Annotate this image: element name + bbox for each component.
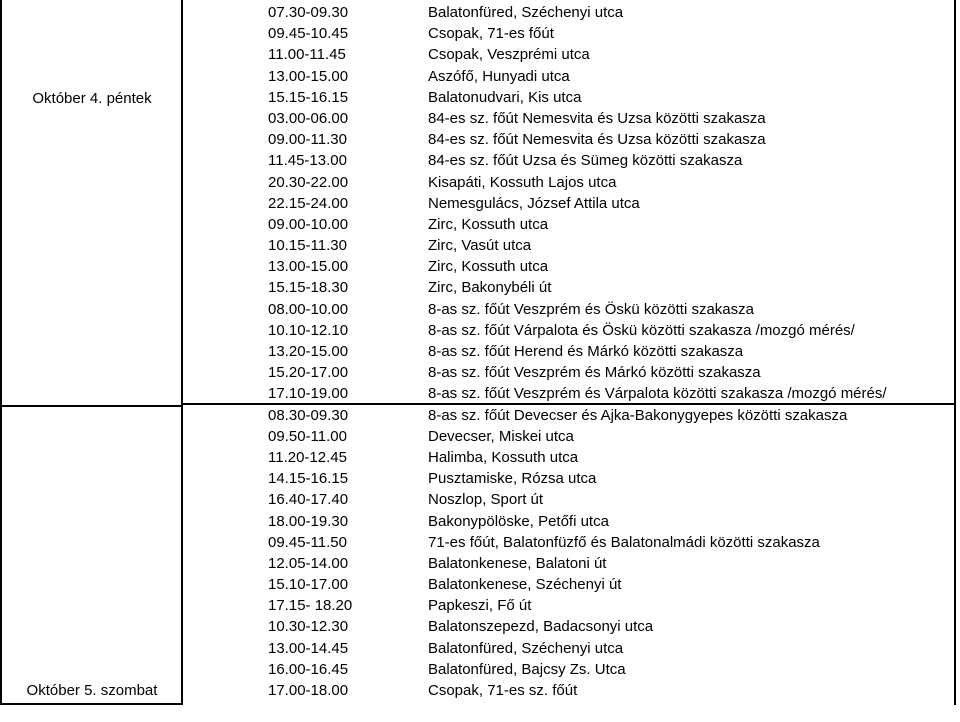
time-cell: 13.00-15.00 <box>268 258 349 276</box>
time-cell: 15.15-16.15 <box>268 88 349 106</box>
table-row <box>182 595 954 616</box>
location-cell: Balatonudvari, Kis utca <box>428 88 582 106</box>
schedule-rows <box>182 2 954 701</box>
table-row <box>182 616 954 637</box>
table-row <box>182 638 954 659</box>
time-cell: 14.15-16.15 <box>268 470 349 488</box>
table-row <box>182 659 954 680</box>
location-cell: Balatonfüred, Széchenyi utca <box>428 4 624 21</box>
location-cell: 8-as sz. főút Herend és Márkó közötti szakasza <box>428 343 744 360</box>
time-cell: 20.30-22.00 <box>268 173 349 191</box>
time-cell: 09.00-11.30 <box>268 131 347 149</box>
time-cell: 09.45-10.45 <box>268 25 349 43</box>
location-cell: Csopak, 71-es sz. főút <box>428 682 578 699</box>
time-cell: 18.00-19.30 <box>268 512 349 530</box>
table-row <box>182 447 954 468</box>
location-cell: Balatonkenese, Széchenyi út <box>428 576 622 594</box>
table-row <box>182 87 954 108</box>
location-cell: Balatonfüred, Széchenyi utca <box>428 639 624 657</box>
time-cell: 09.00-10.00 <box>268 215 349 233</box>
table-row <box>182 235 954 256</box>
table-row <box>182 108 954 129</box>
time-cell: 17.10-19.00 <box>268 385 349 403</box>
table-row <box>182 277 954 298</box>
time-cell: 17.00-18.00 <box>268 682 349 699</box>
location-cell: 8-as sz. főút Veszprém és Öskü közötti szakasza <box>428 300 754 318</box>
time-cell: 11.20-12.45 <box>268 448 347 466</box>
table-row <box>182 320 954 341</box>
location-cell: 84-es sz. főút Nemesvita és Uzsa közötti szakasza <box>428 131 766 149</box>
table-row <box>182 553 954 574</box>
table-row <box>182 489 954 510</box>
time-cell: 08.30-09.30 <box>268 406 349 424</box>
location-cell: 71-es főút, Balatonfüzfő és Balatonalmádi közötti szakasza <box>428 533 820 551</box>
location-cell: Csopak, Veszprémi utca <box>428 46 590 64</box>
location-cell: Nemesgulács, József Attila utca <box>428 194 640 212</box>
table-row <box>182 256 954 277</box>
location-cell: Balatonkenese, Balatoni út <box>428 554 607 572</box>
table-row <box>182 468 954 489</box>
table-row <box>182 405 954 426</box>
time-cell: 08.00-10.00 <box>268 300 349 318</box>
time-cell: 16.00-16.45 <box>268 660 349 678</box>
location-cell: Zirc, Kossuth utca <box>428 215 549 233</box>
time-cell: 11.45-13.00 <box>268 152 347 170</box>
time-cell: 13.00-15.00 <box>268 67 349 85</box>
location-cell: Csopak, 71-es főút <box>428 25 554 43</box>
location-cell: Balatonszepezd, Badacsonyi utca <box>428 618 654 636</box>
time-cell: 10.30-12.30 <box>268 618 349 636</box>
time-cell: 22.15-24.00 <box>268 194 349 212</box>
table-row <box>182 66 954 87</box>
location-cell: Halimba, Kossuth utca <box>428 448 579 466</box>
time-cell: 16.40-17.40 <box>268 491 349 509</box>
time-cell: 10.15-11.30 <box>268 237 347 255</box>
location-cell: Papkeszi, Fő út <box>428 597 532 615</box>
time-cell: 13.20-15.00 <box>268 343 349 360</box>
location-cell: Zirc, Bakonybéli út <box>428 279 552 297</box>
time-cell: 10.10-12.10 <box>268 321 349 339</box>
day-label-friday: Október 4. péntek <box>32 90 152 107</box>
table-row <box>182 129 954 150</box>
day-label-saturday: Október 5. szombat <box>26 682 158 699</box>
location-cell: 84-es sz. főút Nemesvita és Uzsa közötti szakasza <box>428 109 766 127</box>
location-cell: Aszófő, Hunyadi utca <box>428 67 570 85</box>
table-row <box>182 193 954 214</box>
location-cell: Bakonypölöske, Petőfi utca <box>428 512 609 530</box>
table-row <box>182 383 954 404</box>
time-cell: 11.00-11.45 <box>268 46 346 64</box>
time-cell: 03.00-06.00 <box>268 109 349 127</box>
location-cell: Devecser, Miskei utca <box>428 427 574 445</box>
table-row <box>182 511 954 532</box>
table-row <box>182 680 954 701</box>
location-cell: Noszlop, Sport út <box>428 491 544 509</box>
location-cell: Kisapáti, Kossuth Lajos utca <box>428 173 617 191</box>
time-cell: 12.05-14.00 <box>268 554 349 572</box>
table-row <box>182 574 954 595</box>
location-cell: Balatonfüred, Bajcsy Zs. Utca <box>428 660 626 678</box>
day-divider <box>0 405 183 407</box>
table-row <box>182 532 954 553</box>
time-cell: 07.30-09.30 <box>268 4 349 21</box>
time-cell: 15.15-18.30 <box>268 279 349 297</box>
time-cell: 09.45-11.50 <box>268 533 347 551</box>
location-cell: Pusztamiske, Rózsa utca <box>428 470 597 488</box>
location-cell: Zirc, Kossuth utca <box>428 258 549 276</box>
table-row <box>182 23 954 44</box>
time-cell: 09.50-11.00 <box>268 427 347 445</box>
location-cell: 8-as sz. főút Devecser és Ajka-Bakonygyepes közötti szakasza <box>428 406 848 424</box>
location-cell: 8-as sz. főút Várpalota és Öskü közötti szakasza /mozgó mérés/ <box>428 321 855 339</box>
time-cell: 15.10-17.00 <box>268 576 349 594</box>
table-row <box>182 2 954 23</box>
time-cell: 13.00-14.45 <box>268 639 349 657</box>
table-row <box>182 44 954 65</box>
location-cell: 8-as sz. főút Veszprém és Várpalota közötti szakasza /mozgó mérés/ <box>428 385 887 403</box>
time-cell: 17.15- 18.20 <box>268 597 353 615</box>
table-right-border <box>954 0 956 705</box>
location-cell: 84-es sz. főút Uzsa és Sümeg közötti szakasza <box>428 152 743 170</box>
location-cell: Zirc, Vasút utca <box>428 237 532 255</box>
table-row <box>182 299 954 320</box>
table-row <box>182 150 954 171</box>
table-row <box>182 341 954 362</box>
table-row <box>182 362 954 383</box>
table-row <box>182 426 954 447</box>
table-row <box>182 214 954 235</box>
time-cell: 15.20-17.00 <box>268 364 349 382</box>
table-row <box>182 172 954 193</box>
location-cell: 8-as sz. főút Veszprém és Márkó közötti szakasza <box>428 364 761 382</box>
